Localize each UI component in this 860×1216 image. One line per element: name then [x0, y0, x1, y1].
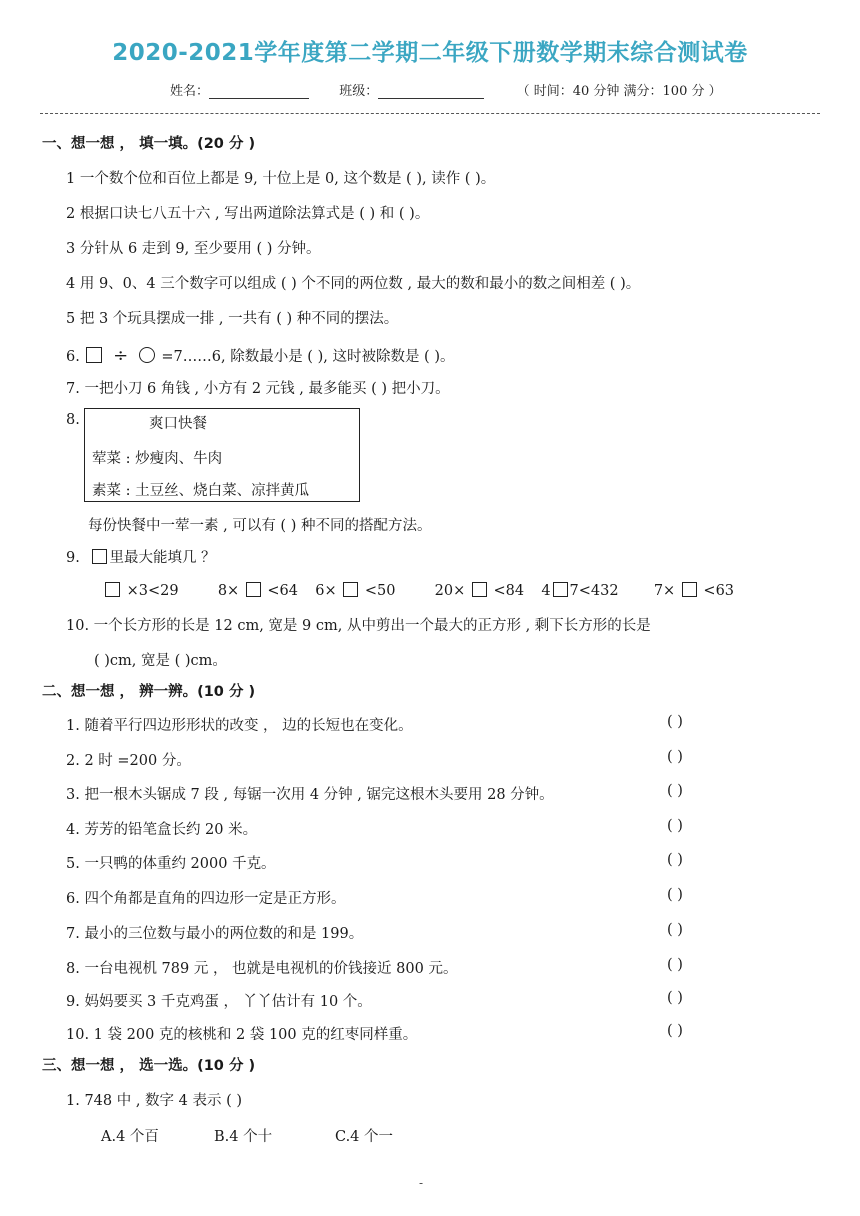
answer-paren[interactable]: ( ) [667, 749, 683, 765]
section1-heading: 一、想一想 ， 填一填。(20 分 ) [42, 136, 256, 152]
name-blank[interactable] [209, 86, 309, 99]
answer-paren[interactable]: ( ) [667, 990, 683, 1006]
page-footer-mark: - [419, 1176, 424, 1190]
student-info-line [170, 80, 722, 99]
name-label: 姓名： [170, 84, 210, 99]
s2-item-2: 2. 2 时 =200 分。 [66, 753, 191, 769]
s2-item-10: 10. 1 袋 200 克的核桃和 2 袋 100 克的红枣同样重。 [66, 1027, 418, 1043]
answer-paren[interactable]: ( ) [667, 783, 683, 799]
s1-question-3: 3 分针从 6 走到 9, 至少要用 ( ) 分钟。 [66, 241, 321, 257]
s1-question-2: 2 根据口诀七八五十六 , 写出两道除法算式是 ( ) 和 ( )。 [66, 206, 430, 222]
square-blank-icon [86, 347, 102, 363]
q9-expr-4a: 20× [434, 583, 466, 599]
square-blank-icon [246, 582, 261, 597]
s2-item-8: 8. 一台电视机 789 元 ， 也就是电视机的价钱接近 800 元。 [66, 961, 458, 977]
square-blank-icon [105, 582, 120, 597]
square-blank-icon [553, 582, 568, 597]
q6-text: =7……6, 除数最小是 ( ), 这时被除数是 ( )。 [161, 349, 455, 365]
menu-meat: 荤菜 : 炒瘦肉、牛肉 [92, 451, 223, 467]
s1-question-9 [66, 546, 216, 567]
q9-expr-3a: 6× [315, 583, 337, 599]
q9-number: 9. [66, 550, 80, 566]
divide-icon: ÷ [113, 345, 129, 366]
q9-expr-5a: 4 [541, 583, 551, 599]
s1-question-8-text: 每份快餐中一荤一素 , 可以有 ( ) 种不同的搭配方法。 [88, 518, 432, 534]
s2-item-5: 5. 一只鸭的体重约 2000 千克。 [66, 856, 276, 872]
s1-question-7: 7. 一把小刀 6 角钱 , 小方有 2 元钱 , 最多能买 ( ) 把小刀。 [66, 381, 450, 397]
s1-question-1: 1 一个数个位和百位上都是 9, 十位上是 0, 这个数是 ( ), 读作 ( )。 [66, 171, 496, 187]
s1-question-4: 4 用 9、0、4 三个数字可以组成 ( ) 个不同的两位数 , 最大的数和最小的数之间相差 ( )。 [66, 276, 641, 292]
square-blank-icon [92, 549, 107, 564]
q9-expr-2b: <64 [267, 583, 299, 599]
s2-item-4: 4. 芳芳的铅笔盒长约 20 米。 [66, 822, 258, 838]
answer-paren[interactable]: ( ) [667, 887, 683, 903]
q9-expr-4b: <84 [493, 583, 525, 599]
q9-expr-6a: 7× [653, 583, 676, 599]
circle-blank-icon [139, 347, 155, 363]
q9-expr-6b: <63 [703, 583, 735, 599]
menu-veg: 素菜 : 土豆丝、烧白菜、凉拌黄瓜 [92, 483, 310, 499]
square-blank-icon [682, 582, 697, 597]
section3-heading: 三、想一想 ， 选一选。(10 分 ) [42, 1058, 256, 1074]
answer-paren[interactable]: ( ) [667, 1023, 683, 1039]
s2-item-7: 7. 最小的三位数与最小的两位数的和是 199。 [66, 926, 364, 942]
q9-expr-5b: 7<432 [569, 583, 619, 599]
s2-item-3: 3. 把一根木头锯成 7 段 , 每锯一次用 4 分钟 , 锯完这根木头要用 28 分钟。 [66, 787, 554, 803]
s3-question-1: 1. 748 中 , 数字 4 表示 ( ) [66, 1093, 243, 1109]
section2-heading: 二、想一想 ， 辨一辨。(10 分 ) [42, 684, 256, 700]
s2-item-6: 6. 四个角都是直角的四边形一定是正方形。 [66, 891, 346, 907]
q9-expressions [103, 582, 734, 599]
page-title: 2020-2021学年度第二学期二年级下册数学期末综合测试卷 [112, 40, 748, 66]
answer-paren[interactable]: ( ) [667, 957, 683, 973]
answer-paren[interactable]: ( ) [667, 922, 683, 938]
q9-text: 里最大能填几 ？ [109, 550, 216, 566]
menu-title: 爽口快餐 [149, 416, 207, 432]
class-label: 班级： [339, 84, 379, 99]
class-blank[interactable] [378, 86, 484, 99]
s2-item-1: 1. 随着平行四边形形状的改变 ， 边的长短也在变化。 [66, 718, 413, 734]
q9-expr-1: ×3<29 [126, 583, 179, 599]
square-blank-icon [472, 582, 487, 597]
answer-paren[interactable]: ( ) [667, 714, 683, 730]
s3-option-a[interactable]: A.4 个百 [101, 1129, 159, 1145]
s1-question-6 [66, 345, 454, 366]
time-note: （ 时间：40 分钟 满分：100 分 ） [516, 84, 722, 99]
q9-expr-3b: <50 [364, 583, 396, 599]
q8-number: 8. [66, 412, 80, 428]
s1-question-10-line1: 10. 一个长方形的长是 12 cm, 宽是 9 cm, 从中剪出一个最大的正方形 , 剩下长方形的长是 [66, 618, 651, 634]
s1-question-10-line2: ( )cm, 宽是 ( )cm。 [94, 653, 227, 669]
answer-paren[interactable]: ( ) [667, 818, 683, 834]
s3-option-c[interactable]: C.4 个一 [335, 1129, 394, 1145]
s1-question-5: 5 把 3 个玩具摆成一排 , 一共有 ( ) 种不同的摆法。 [66, 311, 399, 327]
q6-number: 6. [66, 349, 80, 365]
square-blank-icon [343, 582, 358, 597]
dashed-divider [40, 113, 820, 114]
s2-item-9: 9. 妈妈要买 3 千克鸡蛋 ， 丫丫估计有 10 个。 [66, 994, 372, 1010]
q9-expr-2a: 8× [217, 583, 240, 599]
answer-paren[interactable]: ( ) [667, 852, 683, 868]
s3-option-b[interactable]: B.4 个十 [214, 1129, 273, 1145]
menu-box [84, 408, 360, 502]
